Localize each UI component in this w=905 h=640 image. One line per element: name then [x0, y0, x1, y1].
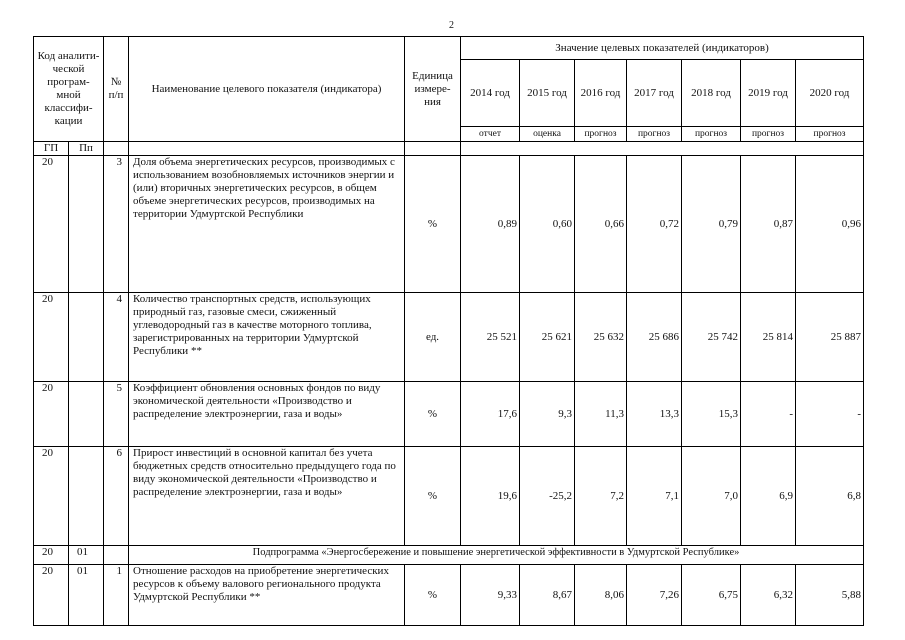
value-cell: 6,8 [796, 447, 864, 546]
status-header: прогноз [741, 127, 796, 142]
value-cell: 13,3 [627, 382, 682, 447]
header-row-1 [34, 37, 864, 60]
table-row [34, 565, 864, 626]
subprogram-row [34, 546, 864, 565]
year-header: 2019 год [741, 60, 796, 127]
table-row [34, 382, 864, 447]
unit-cell: % [405, 382, 461, 447]
year-header: 2014 год [461, 60, 520, 127]
value-cell: 7,2 [575, 447, 627, 546]
header-row-codes [34, 142, 864, 156]
status-header: прогноз [627, 127, 682, 142]
unit-cell: % [405, 565, 461, 626]
indicator-name: Прирост инвестиций в основной капитал без учета бюджетных средств относительно предыдущего года по виду экономической деятельности «Производство и распределение электроэнергии, газа и воды» [129, 447, 405, 546]
gp-cell: 20 [34, 293, 69, 382]
status-header: отчет [461, 127, 520, 142]
value-cell: 0,66 [575, 156, 627, 293]
unit-cell: % [405, 447, 461, 546]
year-header: 2018 год [682, 60, 741, 127]
gp-cell: 20 [34, 447, 69, 546]
value-cell: - [741, 382, 796, 447]
year-header: 2020 год [796, 60, 864, 127]
row-number-header: № п/п [104, 37, 129, 142]
value-cell: 25 621 [520, 293, 575, 382]
value-cell: 5,88 [796, 565, 864, 626]
pp-cell [69, 447, 104, 546]
value-cell: 0,87 [741, 156, 796, 293]
value-cell: 6,32 [741, 565, 796, 626]
row-number: 1 [104, 565, 129, 626]
indicator-name-header: Наименование целевого показателя (индикатора) [129, 37, 405, 142]
indicator-name: Количество транспортных средств, использующих природный газ, газовые смеси, сжиженный углеводородный газ в качестве моторного топлива, зарегистрированных на территории Удмуртской Республики ** [129, 293, 405, 382]
year-header: 2017 год [627, 60, 682, 127]
row-number: 5 [104, 382, 129, 447]
value-cell: 0,60 [520, 156, 575, 293]
pp-cell: 01 [69, 546, 104, 565]
value-cell: - [796, 382, 864, 447]
value-cell: 25 814 [741, 293, 796, 382]
empty-cell [461, 142, 864, 156]
value-cell: 8,06 [575, 565, 627, 626]
code-group-header: Код аналити-ческой програм-мной классифи-кации [34, 37, 104, 142]
value-cell: 25 632 [575, 293, 627, 382]
indicator-name: Отношение расходов на приобретение энергетических ресурсов к объему валового регионального продукта Удмуртской Республики ** [129, 565, 405, 626]
empty-cell [104, 546, 129, 565]
values-title-header: Значение целевых показателей (индикаторов) [461, 37, 864, 60]
status-header: прогноз [796, 127, 864, 142]
pp-cell [69, 156, 104, 293]
pp-header: Пп [69, 142, 104, 156]
value-cell: 7,26 [627, 565, 682, 626]
value-cell: 17,6 [461, 382, 520, 447]
value-cell: 0,89 [461, 156, 520, 293]
value-cell: 0,96 [796, 156, 864, 293]
pp-cell [69, 293, 104, 382]
value-cell: 25 686 [627, 293, 682, 382]
row-number: 6 [104, 447, 129, 546]
empty-cell [405, 142, 461, 156]
value-cell: 7,0 [682, 447, 741, 546]
value-cell: 9,3 [520, 382, 575, 447]
value-cell: 25 521 [461, 293, 520, 382]
gp-header: ГП [34, 142, 69, 156]
value-cell: 8,67 [520, 565, 575, 626]
indicator-name: Коэффициент обновления основных фондов по виду экономической деятельности «Производство и распределение электроэнергии, газа и воды» [129, 382, 405, 447]
empty-cell [104, 142, 129, 156]
value-cell: 6,9 [741, 447, 796, 546]
value-cell: 15,3 [682, 382, 741, 447]
value-cell: 25 742 [682, 293, 741, 382]
status-header: оценка [520, 127, 575, 142]
value-cell: 25 887 [796, 293, 864, 382]
status-header: прогноз [575, 127, 627, 142]
value-cell: 6,75 [682, 565, 741, 626]
unit-cell: % [405, 156, 461, 293]
indicator-name: Доля объема энергетических ресурсов, производимых с использованием возобновляемых источников энергии и (или) вторичных энергетических ресурсов, в общем объеме энергетических ресурсов, производимых на территории Удмуртской Республики [129, 156, 405, 293]
value-cell: 19,6 [461, 447, 520, 546]
gp-cell: 20 [34, 382, 69, 447]
value-cell: 9,33 [461, 565, 520, 626]
table-row [34, 156, 864, 293]
row-number: 4 [104, 293, 129, 382]
value-cell: -25,2 [520, 447, 575, 546]
page-number: 2 [449, 20, 454, 31]
indicators-table [33, 36, 864, 626]
value-cell: 0,72 [627, 156, 682, 293]
value-cell: 0,79 [682, 156, 741, 293]
year-header: 2016 год [575, 60, 627, 127]
row-number: 3 [104, 156, 129, 293]
empty-cell [129, 142, 405, 156]
status-header: прогноз [682, 127, 741, 142]
unit-cell: ед. [405, 293, 461, 382]
unit-header: Единица измере-ния [405, 37, 461, 142]
year-header: 2015 год [520, 60, 575, 127]
table-row [34, 447, 864, 546]
value-cell: 7,1 [627, 447, 682, 546]
subprogram-title: Подпрограмма «Энергосбережение и повышение энергетической эффективности в Удмуртской Республике» [129, 546, 864, 565]
pp-cell [69, 382, 104, 447]
gp-cell: 20 [34, 546, 69, 565]
value-cell: 11,3 [575, 382, 627, 447]
pp-cell: 01 [69, 565, 104, 626]
table-row [34, 293, 864, 382]
gp-cell: 20 [34, 156, 69, 293]
gp-cell: 20 [34, 565, 69, 626]
